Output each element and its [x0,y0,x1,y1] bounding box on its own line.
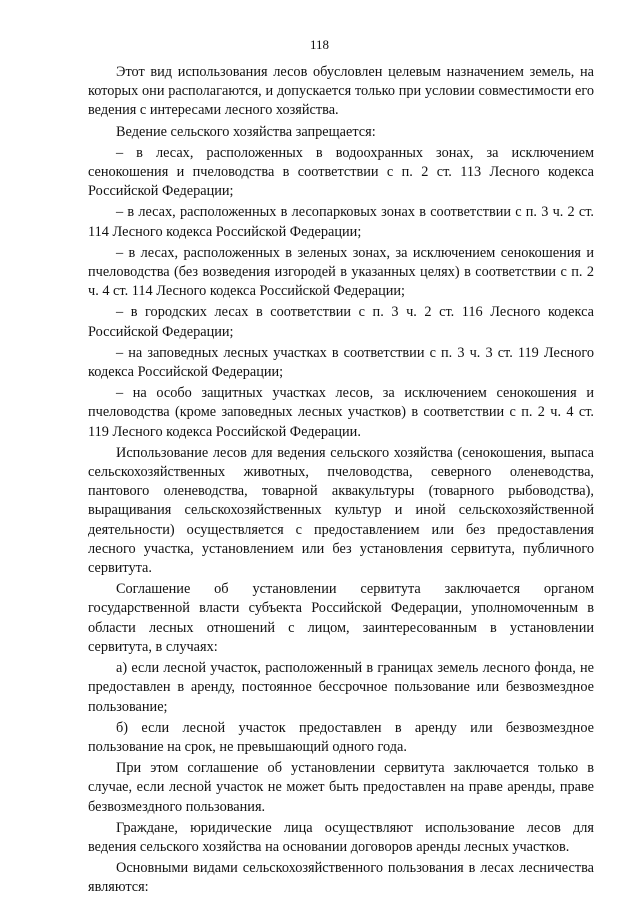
paragraph: При этом соглашение об установлении сервитута заключается только в случае, если лесной участок не может быть предоставлен на праве аренды, праве безвозмездного пользования. [88,760,594,815]
list-item: – в лесах, расположенных в лесопарковых зонах в соответствии с п. 3 ч. 2 ст. 114 Лесного кодекса Российской Федерации; [88,204,594,240]
paragraph: Этот вид использования лесов обусловлен целевым назначением земель, на которых они располагаются, и допускается только при условии совместимости его ведения с интересами лесного хозяйства. [88,64,594,119]
list-item: а) если лесной участок, расположенный в границах земель лесного фонда, не предоставлен в аренду, постоянное бессрочное пользование или безвозмездное пользование; [88,660,594,715]
paragraph: Граждане, юридические лица осуществляют использование лесов для ведения сельского хозяйства на основании договоров аренды лесных участков. [88,819,594,855]
page-number: 118 [309,37,330,52]
list-item: – в лесах, расположенных в водоохранных зонах, за исключением сенокошения и пчеловодства в соответствии с п. 2 ст. 113 Лесного кодекса Российской Федерации; [88,144,594,200]
list-item: б) если лесной участок предоставлен в аренду или безвозмездное пользование на срок, не превышающий одного года. [88,719,594,755]
document-body [88,63,594,898]
list-item: – на заповедных лесных участках в соответствии с п. 3 ч. 3 ст. 119 Лесного кодекса Российской Федерации; [88,344,594,381]
list-item: – в городских лесах в соответствии с п. 3 ч. 2 ст. 116 Лесного кодекса Российской Федерации; [88,304,594,340]
paragraph: Ведение сельского хозяйства запрещается: [116,123,376,140]
paragraph: Соглашение об установлении сервитута заключается органом государственной власти субъекта Российской Федерации, уполномоченным в области лесных отношений с лицом, заинтересованным в установлении сервитута, в случаях: [88,581,594,655]
list-item: – на особо защитных участках лесов, за исключением сенокошения и пчеловодства (кроме заповедных лесных участков) в соответствии с п. 2 ч. 4 ст. 119 Лесного кодекса Российской Федерации. [88,385,594,440]
paragraph: Использование лесов для ведения сельского хозяйства (сенокошения, выпаса сельскохозяйственных животных, пчеловодства, северного оленеводства, пантового оленеводства, товарной аквакультуры (товарного рыбоводства), выращивания сельскохозяйственных культур и иной сельскохозяйственной деятельности) осуществляется с предоставлением или без предоставления лесного участка, установлением или без установления сервитута, публичного сервитута. [88,444,594,577]
list-item: – в лесах, расположенных в зеленых зонах, за исключением сенокошения и пчеловодства (без возведения изгородей в указанных целях) в соответствии с п. 2 ч. 4 ст. 114 Лесного кодекса Российской Федерации; [88,244,594,300]
paragraph: Основными видами сельскохозяйственного пользования в лесах лесничества являются: [88,860,594,896]
